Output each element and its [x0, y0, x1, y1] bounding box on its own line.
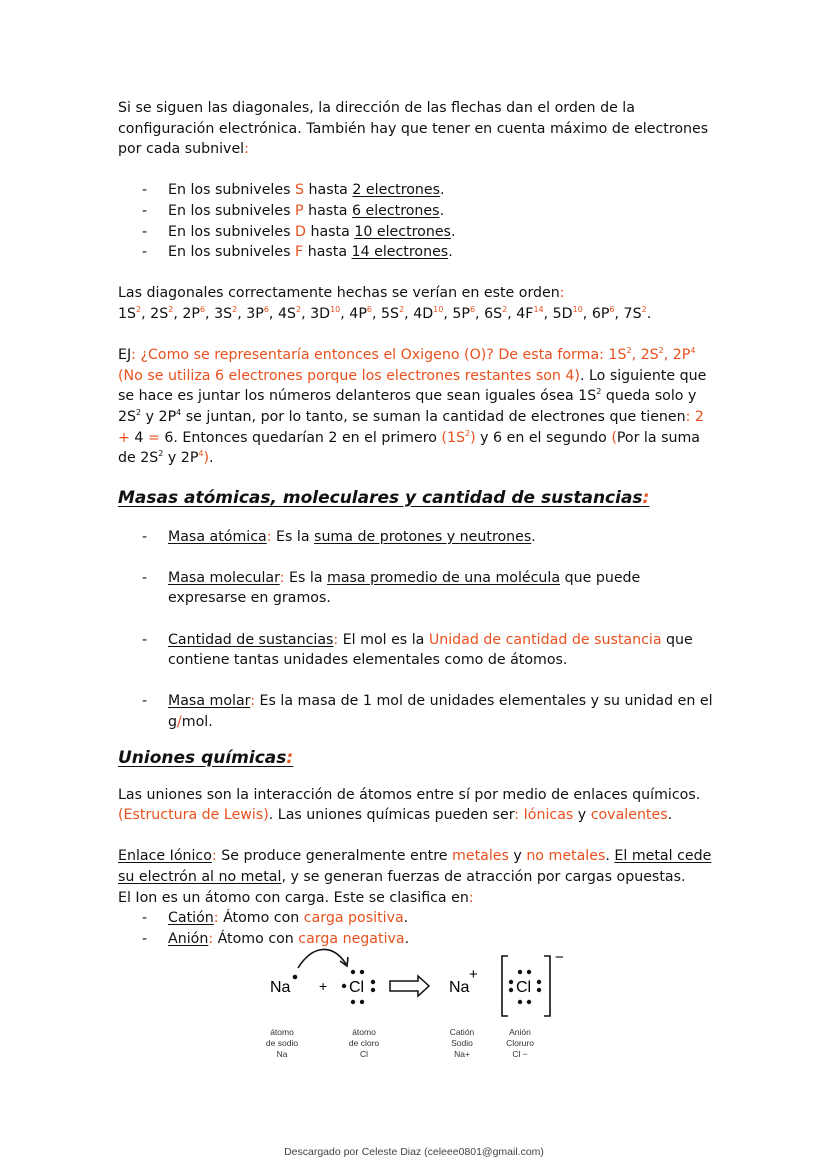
- orbital-term: $6S^2$: [484, 304, 508, 322]
- orbital-term: $6P^6$: [591, 304, 615, 322]
- label-anion-line3: Cl −: [512, 1049, 528, 1059]
- section-heading-masas: Masas atómicas, moleculares y cantidad de sustancias:: [118, 487, 650, 508]
- lewis-diagram: [258, 942, 568, 1067]
- label-cation-line3: Na+: [454, 1049, 470, 1059]
- subniveles-list: [118, 180, 718, 262]
- uniones-paragraph: Las uniones son la interacción de átomos entre sí por medio de enlaces químicos. (Estructura de Lewis). Las uniones químicas pueden ser: Iónicas y covalentes.: [118, 786, 701, 824]
- na-ion-charge: +: [469, 966, 478, 983]
- right-bracket-icon: [544, 956, 550, 1016]
- list-item: - En los subniveles D hasta 10 electrones.: [142, 223, 456, 240]
- list-item-cantidad-sustancias: - Cantidad de sustancias: El mol es la Unidad de cantidad de sustancia que contiene tantas unidades elementales como de átomos.: [142, 631, 693, 669]
- orbital-term: $4S^2$: [277, 304, 302, 322]
- orbital-term: $5D^{10}$: [552, 304, 583, 322]
- orbital-term: $1S^2$: [118, 304, 142, 322]
- orbital-term: $3D^{10}$: [310, 304, 341, 322]
- orbital-term: $4D^{10}$: [413, 304, 444, 322]
- document-page: [118, 98, 718, 949]
- download-footer: Descargado por Celeste Diaz (celeee0801@gmail.com): [284, 1146, 544, 1158]
- plus-sign: +: [319, 978, 328, 994]
- ejemplo-paragraph: EJ: ¿Como se representaría entonces el Oxigeno (O)? De esta forma: $1S^2$, $2S^2$, $2P^4$ (No se utiliza 6 electrones porque los electrones restantes son 4). Lo siguiente que se hace es juntar los números delanteros que sean iguales ósea $1S^2$ queda solo y $2S^2$ y $2P^4$ se juntan, por lo tanto, se suman la cantidad de electrones que tienen: 2 + 4 = 6. Entonces quedarían 2 en el primero $(1S^2)$ y 6 en el segundo (Por la suma de $2S^2$ y $2P^4$).: [118, 346, 707, 467]
- left-bracket-icon: [502, 956, 508, 1016]
- list-item: - En los subniveles P hasta 6 electrones.: [142, 202, 445, 219]
- list-item-masa-molecular: - Masa molecular: Es la masa promedio de una molécula que puede expresarse en gramos.: [142, 569, 641, 607]
- masas-list: [118, 527, 718, 733]
- label-na-line2: de sodio: [265, 1038, 299, 1048]
- orbital-term: $5S^2$: [381, 304, 405, 322]
- ion-text: El Ion es un átomo con carga. Este se clasifica en:: [118, 889, 474, 906]
- orbital-term: $4F^{14}$: [516, 304, 544, 322]
- enlace-ionico-paragraph: Enlace Iónico: Se produce generalmente entre metales y no metales. El metal cede su electrón al no metal, y se generan fuerzas de atracción por cargas opuestas.: [118, 848, 712, 885]
- diagonales-text: Las diagonales correctamente hechas se verían en este orden:: [118, 285, 565, 302]
- cl-ion-charge: −: [555, 949, 564, 966]
- ej-label: EJ: [118, 347, 132, 364]
- transfer-arrow-icon: [298, 949, 346, 968]
- reaction-arrow-icon: [390, 976, 429, 996]
- label-cl-line3: Cl: [359, 1049, 369, 1059]
- label-cl-line2: de cloro: [348, 1038, 380, 1048]
- list-item: - En los subniveles F hasta 14 electrones.: [142, 244, 453, 261]
- list-item-masa-molar: - Masa molar: Es la masa de 1 mol de unidades elementales y su unidad en el g/mol.: [142, 693, 713, 731]
- label-cation-line1: Catión: [449, 1027, 475, 1037]
- label-na-line1: átomo: [270, 1027, 294, 1037]
- na-ion-symbol: Na: [449, 979, 470, 996]
- orbital-term: $5P^6$: [452, 304, 476, 322]
- cl-ion-symbol: Cl: [516, 979, 532, 996]
- list-item: - En los subniveles S hasta 2 electrones.: [142, 182, 445, 199]
- label-cl-line1: átomo: [352, 1027, 376, 1037]
- list-item-anion: - Anión: Átomo con carga negativa.: [142, 930, 410, 947]
- intro-colon: :: [244, 141, 249, 158]
- orbital-term: $2P^6$: [182, 304, 206, 322]
- diagonales-order: $1S^2$, $2S^2$, $2P^6$, $3S^2$, $3P^6$, $4S^2$, $3D^{10}$, $4P^6$, $5S^2$, $4D^{10}$, $5P^6$, $6S^2$, $4F^{14}$, $5D^{10}$, $6P^6$, $7S^2$.: [118, 304, 652, 322]
- na-atom-symbol: Na: [270, 979, 291, 996]
- label-anion-line2: Cloruro: [506, 1038, 534, 1048]
- list-item-cation: - Catión: Átomo con carga positiva.: [142, 910, 409, 927]
- label-anion-line1: Anión: [509, 1027, 531, 1037]
- label-na-line3: Na: [276, 1049, 288, 1059]
- cl-atom-symbol: Cl: [349, 979, 365, 996]
- orbital-term: $3P^6$: [246, 304, 269, 322]
- na-electron-dot: [293, 975, 298, 980]
- intro-paragraph: [118, 98, 718, 160]
- label-cation-line2: Sodio: [451, 1038, 473, 1048]
- orbital-term: $2S^2$: [150, 304, 174, 322]
- intro-text: Si se siguen las diagonales, la dirección de las flechas dan el orden de la configuración electrónica. También hay que tener en cuenta máximo de electrones por cada subnivel: [118, 100, 709, 158]
- orbital-term: $4P^6$: [349, 304, 372, 322]
- section-heading-uniones: Uniones químicas:: [118, 747, 294, 768]
- orbital-term: $3S^2$: [214, 304, 238, 322]
- orbital-term: $7S^2$: [623, 304, 647, 322]
- list-item-masa-atomica: - Masa atómica: Es la suma de protones y neutrones.: [142, 528, 536, 545]
